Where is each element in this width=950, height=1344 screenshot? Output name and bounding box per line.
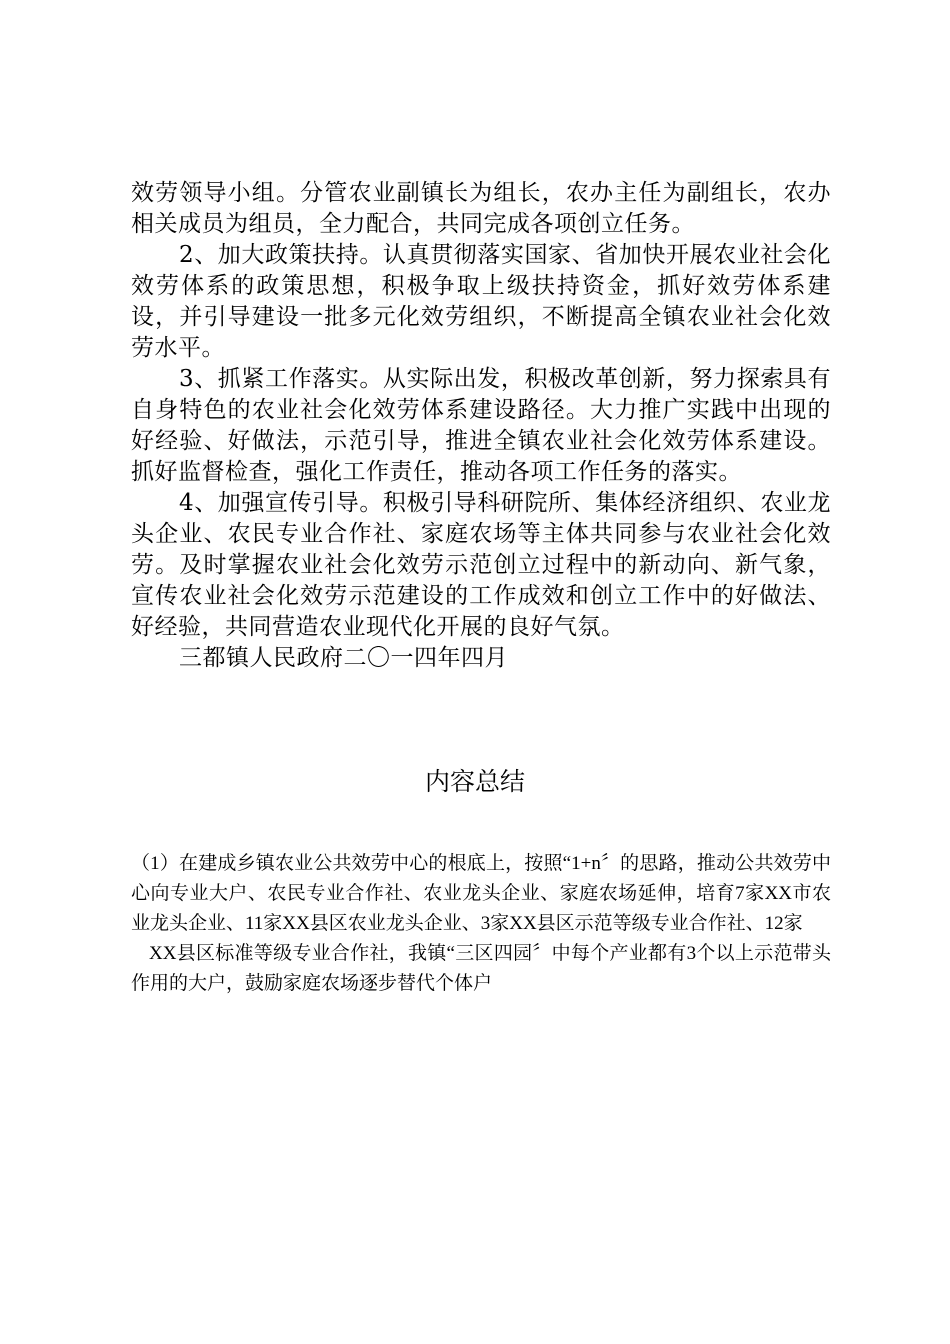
document-body <box>131 178 831 674</box>
paragraph-publicity: 4、加强宣传引导。积极引导科研院所、集体经济组织、农业龙头企业、农民专业合作社、家庭农场等主体共同参与农业社会化效劳。及时掌握农业社会化效劳示范创立过程中的新动向、新气象，宣传农业社会化效劳示范建设的工作成效和创立工作中的好做法、好经验，共同营造农业现代化开展的良好气氛。 <box>131 490 831 640</box>
paragraph-leading-group: 效劳领导小组。分管农业副镇长为组长，农办主任为副组长，农办相关成员为组员，全力配合，共同完成各项创立任务。 <box>131 180 831 237</box>
paragraph-policy-support: 2、加大政策扶持。认真贯彻落实国家、省加快开展农业社会化效劳体系的政策思想，积极争取上级扶持资金，抓好效劳体系建设，并引导建设一批多元化效劳组织，不断提高全镇农业社会化效劳水平。 <box>131 242 831 361</box>
summary-body <box>131 849 831 999</box>
signature-line: 三都镇人民政府二〇一四年四月 <box>179 645 508 671</box>
paragraph-work-implementation: 3、抓紧工作落实。从实际出发，积极改革创新，努力探索具有自身特色的农业社会化效劳体系建设路径。大力推广实践中出现的好经验、好做法，示范引导，推进全镇农业社会化效劳体系建设。抓好监督检查，强化工作责任，推动各项工作任务的落实。 <box>131 366 831 485</box>
summary-title: 内容总结 <box>424 767 525 796</box>
summary-paragraph: XX县区标准等级专业合作社，我镇“三区四园〞中每个产业都有3个以上示范带头作用的大户，鼓励家庭农场逐步替代个体户 <box>131 943 831 994</box>
summary-paragraph: （1）在建成乡镇农业公共效劳中心的根底上，按照“1+n〞的思路，推动公共效劳中心向专业大户、农民专业合作社、农业龙头企业、家庭农场延伸，培育7家XX市农业龙头企业、11家XX县区农业龙头企业、3家XX县区示范等级专业合作社、12家 <box>131 853 831 934</box>
